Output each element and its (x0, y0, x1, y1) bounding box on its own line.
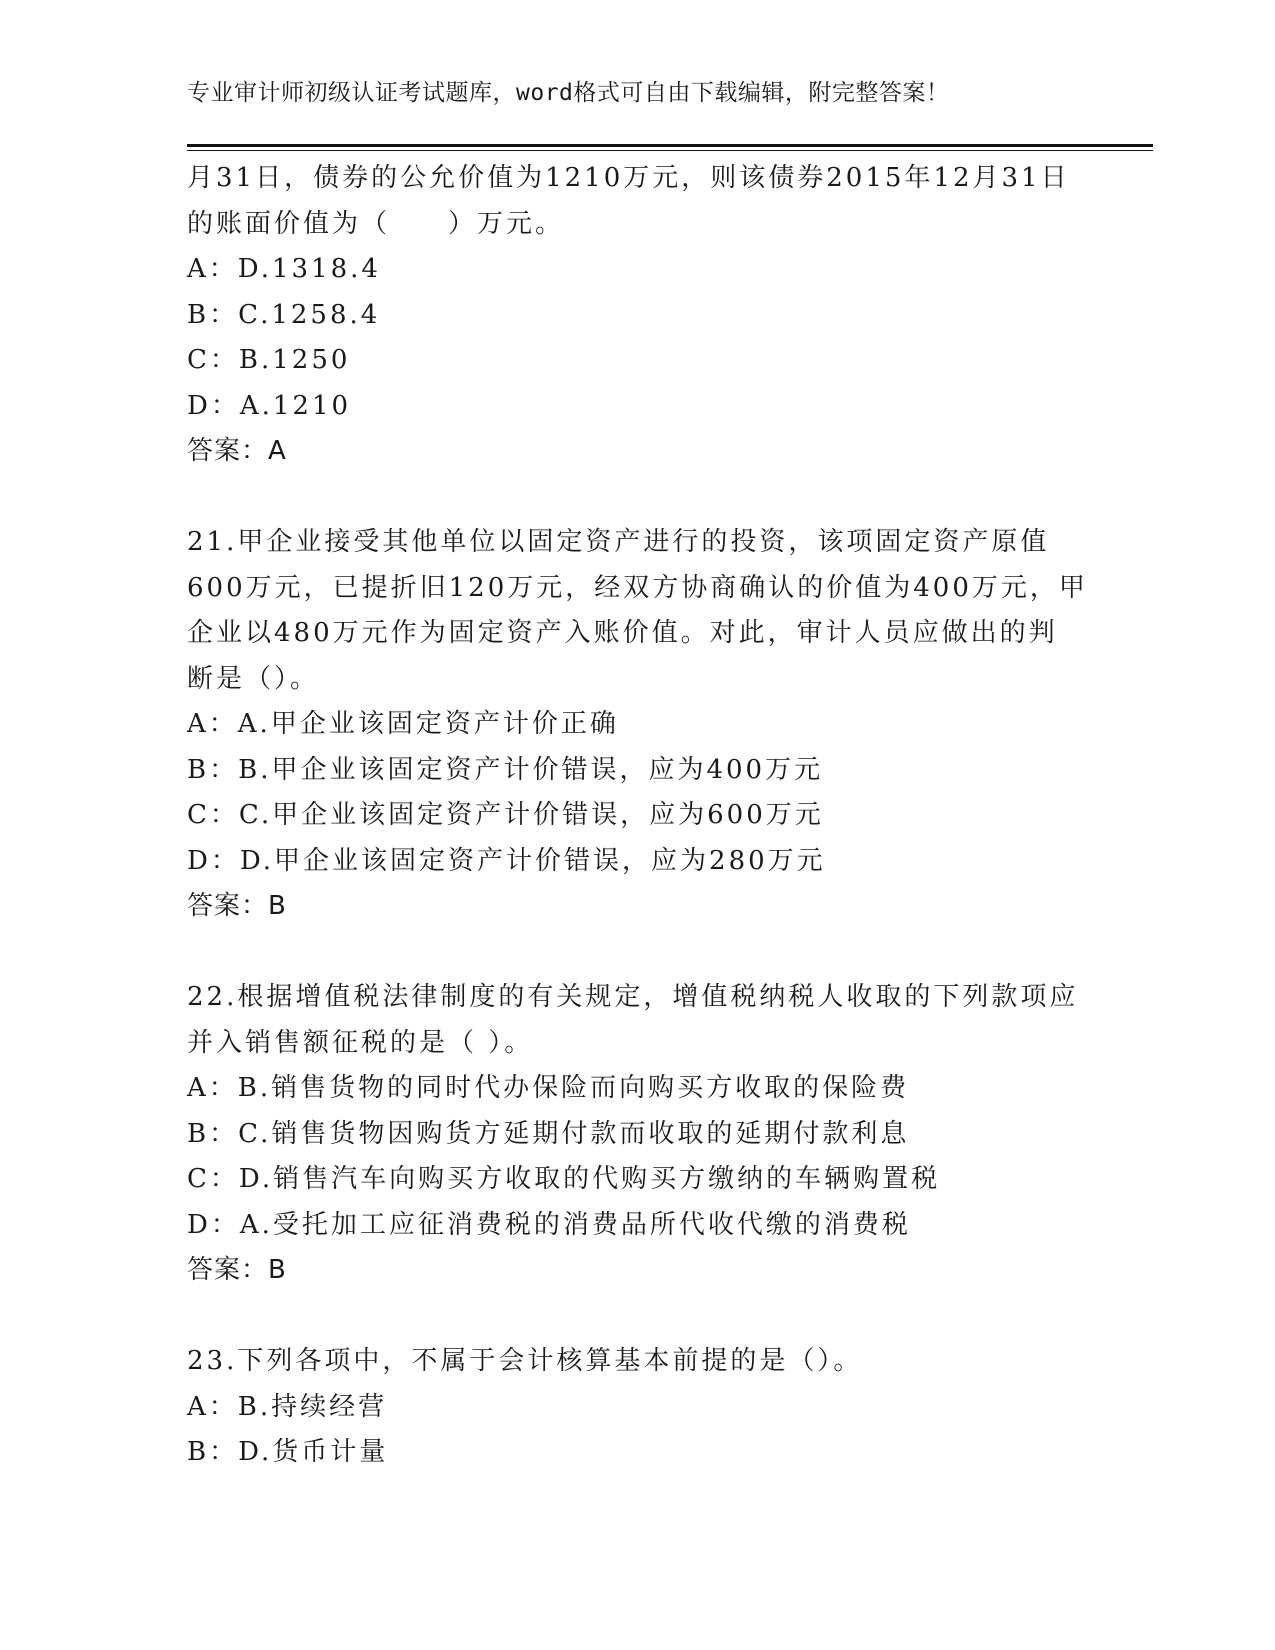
spacer (187, 1294, 1087, 1340)
option-c: C：C.甲企业该固定资产计价错误，应为600万元 (187, 800, 824, 830)
option-b: B：C.1258.4 (187, 299, 381, 330)
option-b: B：C.销售货物因购货方延期付款而收取的延期付款利息 (187, 1118, 910, 1149)
option-b: B：D.货币计量 (187, 1437, 389, 1467)
question-stem-line: 600万元，已提折旧120万元，经双方协商确认的价值为400万元，甲 (187, 572, 1088, 603)
question-item (187, 1339, 1087, 1476)
question-stem-line: 断是（）。 (187, 663, 320, 694)
question-stem-line: 并入销售额征税的是（ ）。 (187, 1027, 534, 1058)
header-rule-thick (187, 144, 1153, 147)
option-d: D：A.1210 (187, 390, 352, 421)
option-c: C：B.1250 (187, 345, 351, 375)
answer-line: 答案：A (187, 436, 287, 466)
option-a: A：B.销售货物的同时代办保险而向购买方收取的保险费 (187, 1073, 910, 1103)
question-item (187, 520, 1087, 930)
answer-line: 答案：B (187, 891, 287, 921)
question-stem-line: 企业以480万元作为固定资产入账价值。对此，审计人员应做出的判 (187, 618, 1058, 648)
option-a: A：A.甲企业该固定资产计价正确 (187, 709, 619, 739)
question-stem-line: 的账面价值为（ ）万元。 (187, 208, 565, 239)
option-a: A：D.1318.4 (187, 254, 381, 284)
option-a: A：B.持续经营 (187, 1391, 388, 1422)
answer-line: 答案：B (187, 1255, 287, 1285)
question-item (187, 156, 1087, 475)
option-b: B：B.甲企业该固定资产计价错误，应为400万元 (187, 754, 824, 785)
question-stem-line: 23.下列各项中，不属于会计核算基本前提的是（）。 (187, 1346, 863, 1376)
question-list (187, 156, 1087, 1476)
question-stem-line: 21.甲企业接受其他单位以固定资产进行的投资，该项固定资产原值 (187, 527, 1050, 557)
question-stem-line: 22.根据增值税法律制度的有关规定，增值税纳税人收取的下列款项应 (187, 982, 1079, 1012)
question-item (187, 975, 1087, 1294)
option-c: C：D.销售汽车向购买方收取的代购买方缴纳的车辆购置税 (187, 1164, 941, 1194)
spacer (187, 930, 1087, 976)
option-d: D：D.甲企业该固定资产计价错误，应为280万元 (187, 845, 826, 876)
page-header: 专业审计师初级认证考试题库，word格式可自由下载编辑，附完整答案！ (187, 80, 950, 106)
spacer (187, 475, 1087, 521)
question-stem-line: 月31日，债券的公允价值为1210万元，则该债券2015年12月31日 (187, 163, 1070, 193)
option-d: D：A.受托加工应征消费税的消费品所代收代缴的消费税 (187, 1209, 911, 1240)
header-rule-thin (187, 150, 1153, 151)
